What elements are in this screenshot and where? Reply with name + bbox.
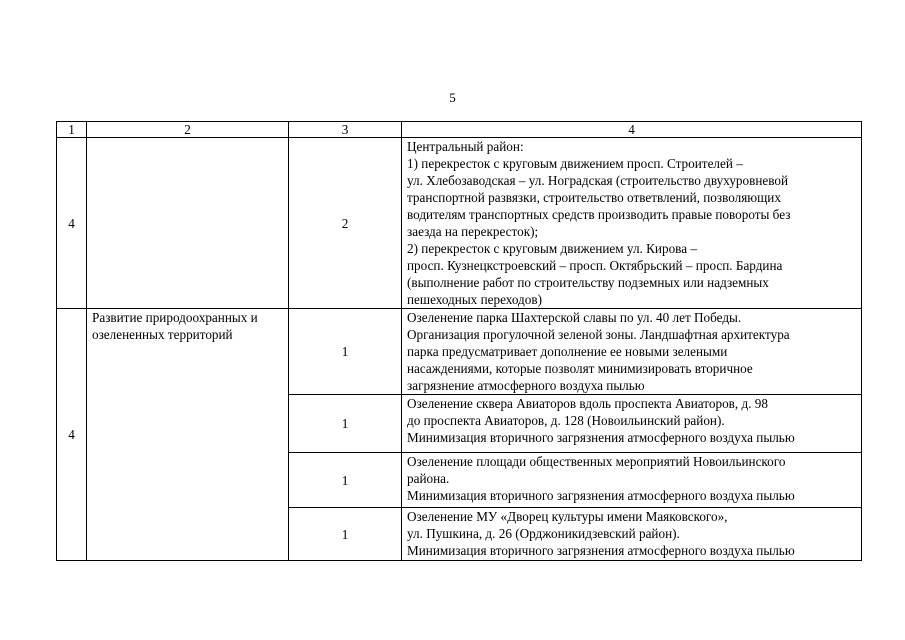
description-line: парка предусматривает дополнение ее новыми зелеными <box>407 344 728 359</box>
description-line: заезда на перекресток); <box>407 224 539 239</box>
count-cell: 1 <box>289 508 402 561</box>
measures-table <box>56 121 862 561</box>
description-cell <box>402 395 862 453</box>
count-cell: 1 <box>289 453 402 508</box>
table-row <box>57 309 862 395</box>
description-cell <box>402 309 862 395</box>
header-col-4: 4 <box>402 122 862 138</box>
description-line: Центральный район: <box>407 139 524 154</box>
description-cell <box>402 453 862 508</box>
description-line: Организация прогулочной зеленой зоны. Ландшафтная архитектура <box>407 327 790 342</box>
description-line: Озеленение парка Шахтерской славы по ул. 40 лет Победы. <box>407 310 742 325</box>
table-row <box>57 138 862 309</box>
description-line: просп. Кузнецкстроевский – просп. Октябрьский – просп. Бардина <box>407 258 783 273</box>
description-line: ул. Хлебозаводская – ул. Ноградская (строительство двухуровневой <box>407 173 789 188</box>
description-line: 1) перекресток с круговым движением просп. Строителей – <box>407 156 743 171</box>
description-line: Озеленение сквера Авиаторов вдоль проспекта Авиаторов, д. 98 <box>407 396 768 411</box>
measure-name-cell <box>87 138 289 309</box>
count-cell: 1 <box>289 309 402 395</box>
page-number: 5 <box>449 90 456 105</box>
header-col-1: 1 <box>57 122 87 138</box>
count-cell: 1 <box>289 395 402 453</box>
count-cell: 2 <box>289 138 402 309</box>
description-cell <box>402 508 862 561</box>
description-line: Минимизация вторичного загрязнения атмосферного воздуха пылью <box>407 543 795 558</box>
description-cell <box>402 138 862 309</box>
description-line: водителям транспортных средств производить правые повороты без <box>407 207 791 222</box>
measure-name-line: озелененных территорий <box>92 327 233 342</box>
header-col-3: 3 <box>289 122 402 138</box>
description-line: района. <box>407 471 450 486</box>
description-line: Озеленение площади общественных мероприятий Новоильинского <box>407 454 786 469</box>
description-line: 2) перекресток с круговым движением ул. Кирова – <box>407 241 697 256</box>
description-line: загрязнение атмосферного воздуха пылью <box>407 378 645 393</box>
measure-name-cell <box>87 309 289 561</box>
row-number: 4 <box>57 138 87 309</box>
description-line: Минимизация вторичного загрязнения атмосферного воздуха пылью <box>407 430 795 445</box>
description-line: насаждениями, которые позволят минимизировать вторичное <box>407 361 753 376</box>
description-line: (выполнение работ по строительству подземных или надземных <box>407 275 769 290</box>
description-line: транспортной развязки, строительство ответвлений, позволяющих <box>407 190 781 205</box>
description-line: до проспекта Авиаторов, д. 128 (Новоильинский район). <box>407 413 725 428</box>
description-line: пешеходных переходов) <box>407 292 542 307</box>
measure-name-line: Развитие природоохранных и <box>92 310 258 325</box>
row-number: 4 <box>57 309 87 561</box>
description-line: Минимизация вторичного загрязнения атмосферного воздуха пылью <box>407 488 795 503</box>
description-line: Озеленение МУ «Дворец культуры имени Маяковского», <box>407 509 728 524</box>
description-line: ул. Пушкина, д. 26 (Орджоникидзевский район). <box>407 526 680 541</box>
header-col-2: 2 <box>87 122 289 138</box>
table-header-row <box>57 122 862 138</box>
